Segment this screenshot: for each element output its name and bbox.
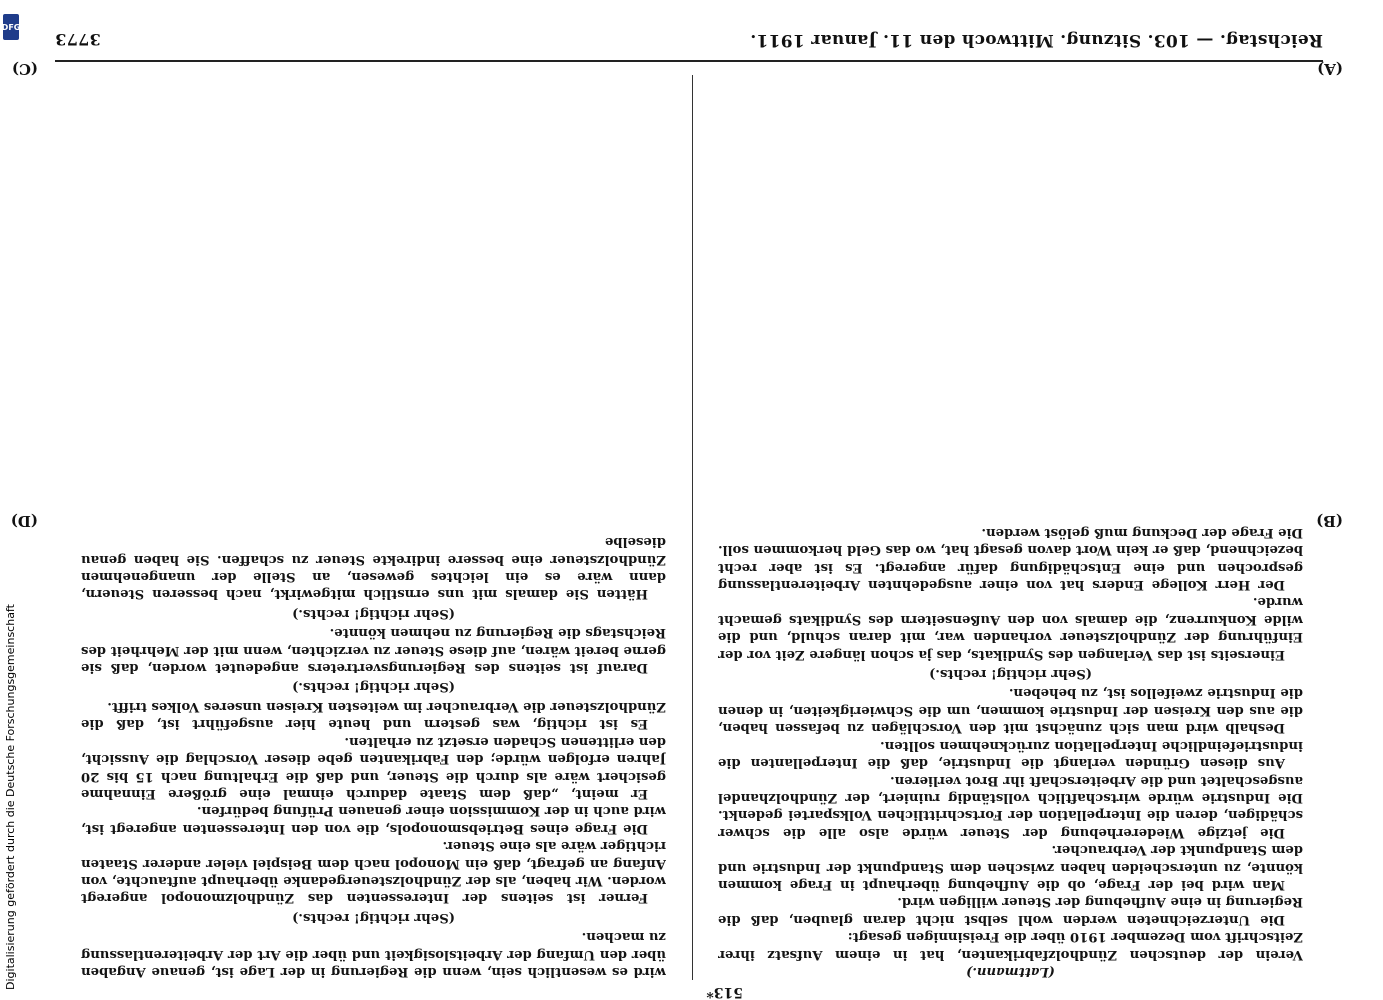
interjection: (Sehr richtig! rechts.)	[292, 909, 455, 925]
header-rule	[55, 60, 1323, 62]
paragraph: wird es wesentlich sein, wenn die Regierung in der Lage ist, genaue Angaben über den Umfang der Arbeitslosigkeit und über die Art der Arbeiterentlassung zu machen.	[81, 929, 666, 979]
margin-marker-b: (B)	[1316, 512, 1343, 530]
margin-marker-d: (D)	[10, 512, 38, 530]
digitization-strip	[1, 10, 21, 990]
paragraph: Ferner ist seitens der Interessenten das Zündholzmonopol angeregt worden. Wir haben, als der Zündholzsteuergedanke überhaupt auftauchte, von Anfang an gefragt, daß ein Monopol nach dem Beispiel vieler anderer Staaten richtiger wäre als eine Steuer.	[81, 838, 666, 906]
interjection: (Sehr richtig! rechts.)	[292, 605, 455, 621]
margin-marker-a: (A)	[1317, 60, 1343, 78]
paragraph: Verein der deutschen Zündholzfabrikanten, hat in einem Aufsatz ihrer Zeitschrift vom Dezember 1910 über die Freisinnigen gesagt:	[718, 929, 1303, 962]
dfg-logo: DFG	[3, 14, 19, 40]
paragraph: Aus diesen Gründen verlangt die Industrie, daß die Interpellanten die industriefeindliche Interpellation zurücknehmen sollten.	[718, 737, 1303, 771]
paragraph: Deshalb wird man sich zunächst mit den Vorschlägen zu befassen haben, die aus den Kreisen der Industrie kommen, um die Schwierigkeiten, in denen die Industrie zweifellos ist, zu beheben.	[718, 685, 1303, 736]
digitization-note: Digitalisierung gefördert durch die Deutsche Forschungsgemeinschaft	[4, 604, 17, 990]
page-header	[55, 25, 1323, 55]
paragraph: Man wird bei der Frage, ob die Aufhebung überhaupt in Frage kommen könnte, zu unterscheiden haben zwischen dem Standpunkt der Industrie und dem Standpunkt der Verbraucher.	[718, 842, 1303, 892]
paragraph: Es ist richtig, was gestern und heute hier ausgeführt ist, daß die Zündholzsteuer die Verbraucher im weitesten Kreisen unseres Volkes trifft.	[81, 698, 666, 732]
page-number: 3773	[55, 30, 101, 50]
interjection: (Sehr richtig! rechts.)	[929, 666, 1092, 682]
signature-mark: 513*	[706, 984, 743, 1000]
paragraph: Darauf ist seitens des Regierungsvertreters angedeutet worden, daß sie gerne bereit wären, auf diese Steuer zu verzichten, wenn mit der Mehrheit des Reichstags die Regierung zu nehmen könnte.	[81, 625, 666, 676]
margin-marker-c: (C)	[11, 60, 38, 78]
paragraph: Einerseits ist das Verlangen des Syndikats, das ja schon längere Zeit vor der Einführung der Zündholzsteuer vorhanden war, mit daran schuld, und die wilde Konkurrenz, die damals von den Außenseitern des Syndikats gemacht wurde.	[718, 594, 1303, 662]
column-divider	[692, 75, 693, 980]
paragraph: Hätten Sie damals mit uns ernstlich mitgewirkt, nach besseren Steuern, dann wäre es ein leichtes gewesen, an Stelle der unangenehmen Zündholzsteuer eine bessere indirekte Steuer zu schaffen. Sie haben genau dieselbe	[81, 534, 666, 602]
running-head: Reichstag. — 103. Sitzung. Mittwoch den 11. Januar 1911.	[750, 30, 1323, 50]
interjection: (Sehr richtig! rechts.)	[292, 679, 455, 695]
paragraph: Die jetzige Wiedererhebung der Steuer würde also alle die schwer schädigen, deren die Interpellation der Fortschrittlichen Volkspartei gedenkt. Die Industrie würde wirtschaftlich vollständig ruiniert, der Zündholzhandel ausgeschaltet und die Arbeiterschaft ihr Brot verlieren.	[718, 772, 1303, 840]
paragraph: Er meint, „daß dem Staate dadurch einmal eine größere Einnahme gesichert wäre als durch die Steuer, und daß die Erhaltung nach 15 bis 20 Jahren erfolgen würde; den Fabrikanten gebe dieser Vorschlag die Aussicht, den erlittenen Schaden ersetzt zu erhalten.	[81, 733, 666, 801]
paragraph: Der Herr Kollege Enders hat von einer ausgedehnten Arbeiterentlassung gesprochen und eine Entschädigung dafür angeregt. Es ist aber recht bezeichnend, daß er kein Wort davon gesagt hat, wo das Geld herkommen soll. Die Frage der Deckung muß gelöst werden.	[718, 524, 1303, 593]
paragraph: Die Frage eines Betriebsmonopols, die von den Interessenten angeregt ist, wird auch in der Kommission einer genauen Prüfung bedürfen.	[81, 803, 666, 836]
right-column	[81, 75, 666, 980]
left-column	[718, 75, 1303, 980]
speaker-name: (Lattmann.)	[966, 964, 1055, 979]
quote-paragraph: Die Unterzeichneten werden wohl selbst nicht daran glauben, daß die Regierung in eine Aufhebung der Steuer willigen wird.	[718, 894, 1303, 927]
